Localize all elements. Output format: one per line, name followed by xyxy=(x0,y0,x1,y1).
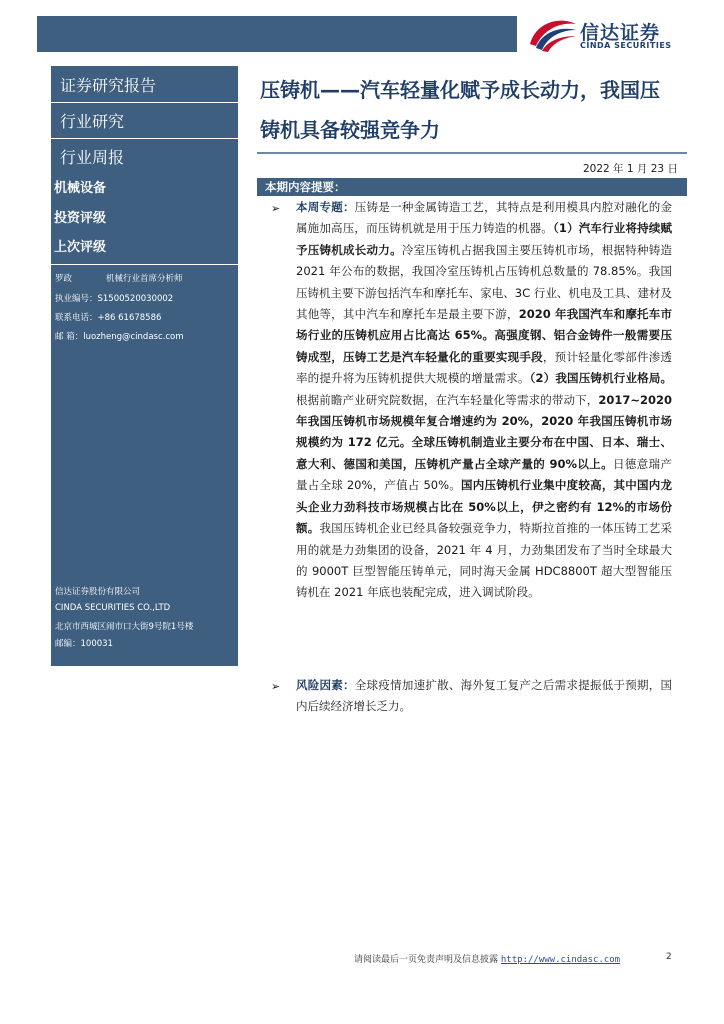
cinda-emblem-icon xyxy=(526,14,578,54)
topic-text: 我国压铸机企业已经具备较强竞争力，特斯拉首推的一体压铸工艺采用的就是力劲集团的设备，2021 年 4 月，力劲集团发布了当时全球最大的 9000T 巨型智能压铸单元，同时海天金属 HDC8800T 超大型智能压铸机在 2021 年底也装配完成，进入调试阶段。 xyxy=(296,521,673,600)
summary-heading: 本期内容提要： xyxy=(265,180,346,194)
report-date: 2022 年 1 月 23 日 xyxy=(583,163,678,175)
sidebar: 证券研究报告 行业研究 行业周报 机械设备 投资评级 上次评级 罗政 机械行业首席分析师 执业编号：S1500520030002 联系电话：+86 61678586 邮 箱：luozheng@cindasc.com 信达证券股份有限公司 CINDA SECURITIES CO.,LTD 北京市西城区闹市口大街9号院1号楼 邮编：100031 xyxy=(51,66,238,666)
company-postcode: 邮编：100031 xyxy=(55,639,113,649)
company-address: 北京市西城区闹市口大街9号院1号楼 xyxy=(55,622,194,632)
topic-paragraph xyxy=(296,197,672,604)
sidebar-divider xyxy=(51,102,238,103)
sidebar-divider xyxy=(51,264,238,265)
topic-text: 根据前瞻产业研究院数据，在汽车轻量化等需求的带动下， xyxy=(296,392,599,407)
footer xyxy=(354,952,620,965)
bullet-arrow-icon: ➢ xyxy=(271,680,281,693)
footer-link[interactable]: http://www.cindasc.com xyxy=(500,955,621,965)
title-divider xyxy=(257,152,687,154)
analyst-email[interactable]: 邮 箱：luozheng@cindasc.com xyxy=(55,332,184,342)
sidebar-sector: 机械设备 xyxy=(54,181,107,196)
sidebar-prev-rating-label: 上次评级 xyxy=(54,240,107,255)
topic-heading-1: （1）汽车行业将持续赋予压铸机成长动力。 xyxy=(296,221,672,257)
topic-highlight: 国内压铸机行业集中度较高，其中国内龙头企业力劲科技市场规模占比在 50%以上，伊之密约有 12%的市场份额。 xyxy=(296,478,672,536)
topic-text: 冷室压铸机占据我国主要压铸机市场，根据特种铸造 2021 年公布的数据，我国冷室压铸机占压铸机总数量的 78.85%。我国压铸机主要下游包括汽车和摩托车、家电、3C 行业、机电及工具、建材及其他等，其中汽车和摩托车是最主要下游， xyxy=(296,242,673,322)
logo-chinese-name: 信达证券 xyxy=(580,22,661,44)
topic-text: 压铸是一种金属铸造工艺，其特点是利用模具内腔对融化的金属施加高压，而压铸机就是用于压力铸造的机器。 xyxy=(296,200,673,236)
analyst-name-role xyxy=(55,272,183,284)
analyst-license: 执业编号：S1500520030002 xyxy=(55,294,174,304)
logo-english-name: CINDA SECURITIES xyxy=(580,41,672,50)
risk-text: 全球疫情加速扩散、海外复工复产之后需求提振低于预期，国内后续经济增长乏力。 xyxy=(296,678,673,714)
analyst-phone: 联系电话：+86 61678586 xyxy=(55,313,162,323)
topic-highlight: 2017~2020 年我国压铸机市场规模年复合增速约为 20%，2020 年我国压铸机市场规模约为 172 亿元。全球压铸机制造业主要分布在中国、日本、瑞士、意大利、德国和美国，压铸机产量占全球产量的 90%以上。 xyxy=(296,392,672,471)
topic-text: 日德意瑞产量占全球 20%，产值占 50%。 xyxy=(296,456,673,493)
risk-label: 风险因素： xyxy=(296,678,355,692)
footer-notice: 请阅读最后一页免责声明及信息披露 xyxy=(354,955,499,965)
report-title-line2: 铸机具备较强竞争力 xyxy=(260,118,440,142)
analyst-role: 机械行业首席分析师 xyxy=(106,274,183,284)
topic-text: ，预计轻量化零部件渗透率的提升将为压铸机提供大规模的增量需求。 xyxy=(296,349,673,386)
analyst-name: 罗政 xyxy=(55,274,73,284)
page-number: 2 xyxy=(666,952,672,962)
bullet-arrow-icon: ➢ xyxy=(271,202,281,215)
summary-heading-bar xyxy=(257,178,687,196)
sidebar-rating-label: 投资评级 xyxy=(54,211,107,226)
company-name-en: CINDA SECURITIES CO.,LTD xyxy=(55,603,171,613)
header-bar xyxy=(37,16,517,52)
report-title-line1: 压铸机——汽车轻量化赋予成长动力，我国压 xyxy=(260,78,660,102)
topic-label: 本周专题： xyxy=(296,200,355,214)
cinda-logo xyxy=(526,14,696,54)
topic-highlight: 2020 年我国汽车和摩托车市场行业的压铸机应用占比高达 65%。高强度钢、铝合金铸件一般需要压铸成型，压铸工艺是汽车轻量化的重要实现手段 xyxy=(296,307,672,364)
sidebar-divider xyxy=(51,138,238,139)
company-name-cn: 信达证券股份有限公司 xyxy=(55,587,141,597)
risk-paragraph xyxy=(296,675,672,718)
topic-heading-2: （2）我国压铸机行业格局。 xyxy=(529,371,672,386)
